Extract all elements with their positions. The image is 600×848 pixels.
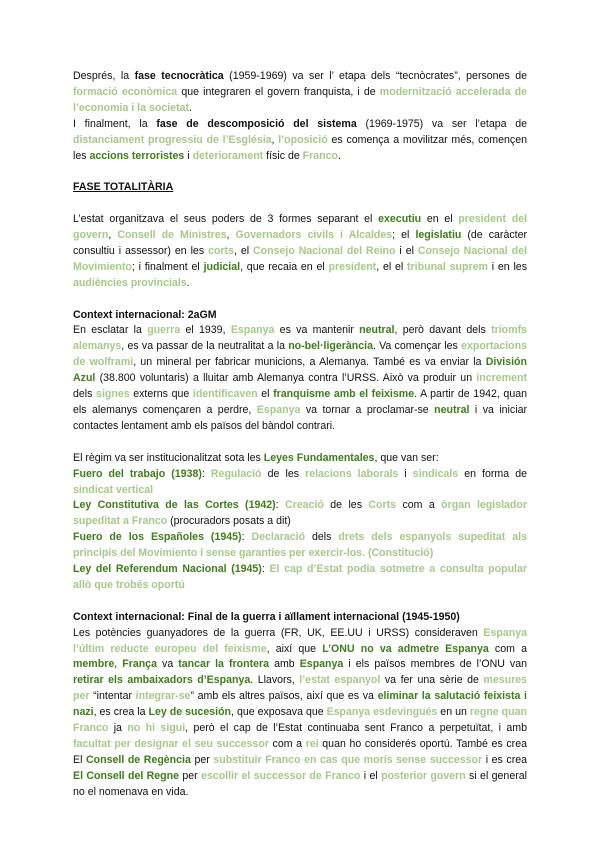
highlighted-term: regne quan Franco (73, 706, 527, 735)
text-run: : (275, 499, 286, 512)
text-run: com a (268, 737, 306, 750)
highlighted-term: Corts (368, 499, 397, 512)
text-run: , el el (376, 260, 408, 273)
key-term: L’ONU no va admetre Espanya (322, 642, 489, 655)
text-run: com a (488, 642, 527, 655)
text-run: i (398, 467, 413, 480)
text-run: , (108, 229, 118, 242)
highlighted-term: substituir Franco en cas que morís sense successor (213, 753, 483, 766)
highlighted-term: president del govern (73, 213, 528, 242)
intro-paragraph-tecnocratica (73, 69, 527, 117)
text-run: dels (305, 531, 339, 544)
highlighted-term: integrar-se (135, 690, 191, 703)
key-term: judicial (203, 260, 241, 273)
highlighted-term: escollir el successor de Franco (201, 769, 361, 782)
highlighted-term: Espanya (230, 324, 275, 337)
highlighted-term: Regulació (210, 467, 262, 480)
key-term: retirar els ambaixadors d’Espanya (73, 674, 251, 687)
text-run: , que recaia en el (240, 260, 329, 273)
text-run: : (261, 563, 270, 576)
text-run: quan ho considerés oportú. També es crea El (73, 737, 527, 766)
ley-fuero-espanoles (73, 530, 527, 562)
key-term: França (122, 658, 157, 671)
highlighted-term: Espanya (256, 403, 301, 416)
bold-term: fase de descomposició del sistema (156, 117, 357, 130)
key-term: tancar la frontera (178, 658, 270, 671)
text-run: va tornar a proclamar-se (300, 403, 435, 416)
highlighted-term: òrgan legislador supeditat a Franco (73, 499, 527, 528)
highlighted-term: rei (305, 737, 319, 750)
highlighted-term: signes (96, 388, 130, 401)
text-run: el (257, 388, 274, 401)
text-run: , que van ser: (374, 451, 439, 464)
text-run: de les (323, 499, 369, 512)
text-run: , (271, 133, 279, 146)
text-run: I finalment, la (73, 117, 157, 130)
key-term: Fuero de los Españoles (1945) (73, 531, 242, 544)
text-run: dels (73, 388, 97, 401)
key-term: Ley de sucesión (148, 706, 232, 719)
text-run: i els països membres de l’ONU van (343, 658, 528, 671)
highlighted-term: deteriorament (192, 149, 264, 162)
highlighted-term: l’oposició (278, 133, 328, 146)
highlighted-term: Espanya l’últim reducte europeu del feixisme (73, 626, 527, 655)
highlighted-term: Consejo Nacional del Reino (253, 244, 396, 257)
text-run: per (190, 753, 214, 766)
ley-referendum-nacional (73, 562, 527, 594)
highlighted-term: exportacions de wolframi (73, 340, 528, 369)
text-run: si el general no el nomenava en vida. (73, 769, 527, 798)
highlighted-term: posterior govern (381, 769, 466, 782)
text-run: amb (269, 658, 300, 671)
key-term: Ley del Referendum Nacional (1945) (73, 563, 262, 576)
heading-fase-totalitaria: FASE TOTALITÀRIA (73, 181, 174, 194)
intro-paragraph-descomposicio (73, 117, 527, 165)
highlighted-term: drets dels espanyols supeditat als principis del Movimiento i sense garanties per exercir-los. (Constitució) (73, 531, 527, 560)
key-term: executiu (378, 213, 422, 226)
key-term: neutral (434, 403, 470, 416)
key-term: eliminar la salutació feixista i nazi (73, 690, 527, 719)
highlighted-term: triomfs alemanys (73, 324, 527, 353)
highlighted-term: audiències provincials (73, 276, 187, 289)
text-run: (38.800 voluntaris) a lluitar amb Alemanya contra l’URSS. Això va produir un (95, 372, 477, 385)
text-run: , (226, 229, 236, 242)
text-run: externs que (129, 388, 193, 401)
highlighted-term: El cap d’Estat podia sotmetre a consulta popular allò que trobés oportú (73, 563, 528, 591)
highlighted-term: l’estat espanyol (299, 674, 381, 687)
highlighted-term: tribunal suprem (407, 260, 488, 273)
bold-term: fase tecnocràtica (134, 70, 224, 82)
highlighted-term: facultat per designar el seu successor (73, 737, 269, 750)
text-run: , però davant dels (394, 324, 492, 337)
text-run: , un mineral per fabricar municions, a Alemanya. També es va enviar la (133, 356, 486, 369)
highlighted-term: sindicals (412, 467, 459, 480)
text-run: va (156, 658, 179, 671)
text-run: en un (437, 706, 470, 719)
highlighted-term: corts (208, 244, 234, 257)
highlighted-term: Consell de Ministres (117, 229, 227, 242)
document-content (73, 69, 527, 801)
text-run: , així que (266, 642, 323, 655)
highlighted-term: no hi sigui (127, 722, 186, 735)
text-run: , però el cap de l’Estat continuaba sent Franco a perpetuïtat, i amb (185, 722, 528, 735)
key-term: Consell de Regència (86, 753, 191, 766)
text-run: , es va passar de la neutralitat a la (121, 340, 289, 353)
highlighted-term: sindicat vertical (73, 483, 154, 496)
highlighted-term: Creació (285, 499, 324, 512)
text-run: de les (261, 467, 306, 480)
text-run: ; el (392, 229, 416, 242)
text-run: i el (395, 244, 418, 257)
text-run: i es crea (482, 753, 528, 766)
highlighted-term: modernització accelerada de l’economia i la societat (73, 85, 527, 114)
text-run: físic de (263, 149, 303, 162)
highlighted-term: increment (476, 372, 527, 385)
highlighted-term: president (328, 260, 377, 273)
leyes-intro (73, 451, 527, 467)
text-run: El règim va ser institucionalitzat sota les (73, 451, 264, 464)
text-run: per (179, 769, 202, 782)
key-term: legislatiu (415, 229, 462, 242)
text-run: , (114, 658, 123, 671)
text-run: : (241, 531, 252, 544)
text-run: . Va començar les (372, 340, 462, 353)
text-run: i va iniciar contactes lentament amb els països del bàndol contrari. (73, 403, 527, 432)
text-run: en el (421, 213, 459, 226)
text-run: . A partir de 1942, quan els alemanys començaren a perdre, (73, 388, 527, 416)
context-aillament-paragraph (73, 626, 527, 801)
text-run: L’estat organitzava el seus poders de 3 formes separant el (73, 213, 379, 226)
text-run: . (186, 276, 190, 289)
text-run: , el (233, 244, 254, 257)
highlighted-term: distanciament progressiu de l’Església (73, 133, 272, 146)
highlighted-term: Governadors civils i Alcaldes (235, 229, 393, 242)
ley-constitutiva-cortes (73, 498, 527, 530)
text-run: ja (108, 722, 128, 735)
context-2agm-paragraph (73, 323, 527, 434)
text-run: es comença a movilitzar més, començen les (73, 133, 527, 162)
key-term: Leyes Fundamentales (263, 451, 375, 464)
key-term: El Consell del Regne (73, 769, 179, 782)
highlighted-term: identificaven (192, 388, 258, 401)
text-run: (1969-1975) va ser l’etapa de (356, 117, 528, 130)
text-run: ” amb els altres països, així que es va (190, 690, 378, 703)
text-run: : (201, 467, 211, 480)
text-run: (de caràcter consultiu i assessor) en les (73, 229, 528, 257)
highlighted-term: Consejo Nacional del Movimiento (73, 244, 527, 273)
key-term: Ley Constitutiva de las Cortes (1942) (73, 499, 276, 512)
text-run: “intentar (89, 690, 136, 703)
key-term: neutral (359, 324, 395, 337)
text-run: . Llavors, (250, 674, 300, 687)
highlighted-term: formació econòmica (73, 85, 178, 98)
highlighted-term: Espanya esdevingués (326, 706, 438, 719)
estat-poders-paragraph (73, 212, 527, 292)
text-run: (1959-1969) va ser l’ etapa dels “tecnòcrates”, persones de (223, 70, 528, 82)
text-run: i el (360, 769, 382, 782)
key-term: Fuero del trabajo (1938) (73, 467, 202, 480)
text-run: com a (396, 499, 442, 512)
key-term: Espanya (299, 658, 344, 671)
text-run: Les potències guanyadores de la guerra (FR, UK, EE.UU i URSS) consideraven (73, 626, 484, 639)
text-run: ; i finalment el (131, 260, 204, 273)
highlighted-term: relacions laborals (305, 467, 399, 480)
ley-fuero-trabajo (73, 467, 527, 499)
key-term: membre (73, 658, 115, 671)
key-term: División Azul (73, 356, 527, 385)
text-run: , es crea la (93, 706, 149, 719)
key-term: franquisme amb el feixisme (273, 388, 415, 401)
text-run: va fer una sèrie de (380, 674, 484, 687)
highlighted-term: guerra (147, 324, 181, 337)
heading-context-aillament: Context internacional: Final de la guerra i aïllament internacional (1945-1950) (73, 610, 460, 623)
text-run: en forma de (458, 467, 527, 480)
key-term: accions terroristes (89, 149, 185, 162)
text-run: . (188, 101, 192, 114)
text-run: . (338, 149, 341, 162)
text-run: i (184, 149, 193, 162)
text-run: que integraren el govern franquista, i de (177, 85, 380, 98)
text-run: el 1939, (180, 324, 231, 337)
key-term: no-bel·ligerància (288, 340, 373, 353)
text-run: En esclatar la (73, 324, 148, 337)
highlighted-term: Franco (302, 149, 338, 162)
text-run: i en les (487, 260, 527, 273)
highlighted-term: Declaració (251, 531, 306, 544)
text-run: Després, la (73, 70, 135, 82)
text-run: (procuradors posats a dit) (167, 515, 291, 528)
text-run: es va mantenir (274, 324, 360, 337)
text-run: , que exposava que (231, 706, 327, 719)
highlighted-term: mesures per (73, 674, 527, 703)
heading-context-2agm: Context internacional: 2aGM (73, 308, 217, 321)
